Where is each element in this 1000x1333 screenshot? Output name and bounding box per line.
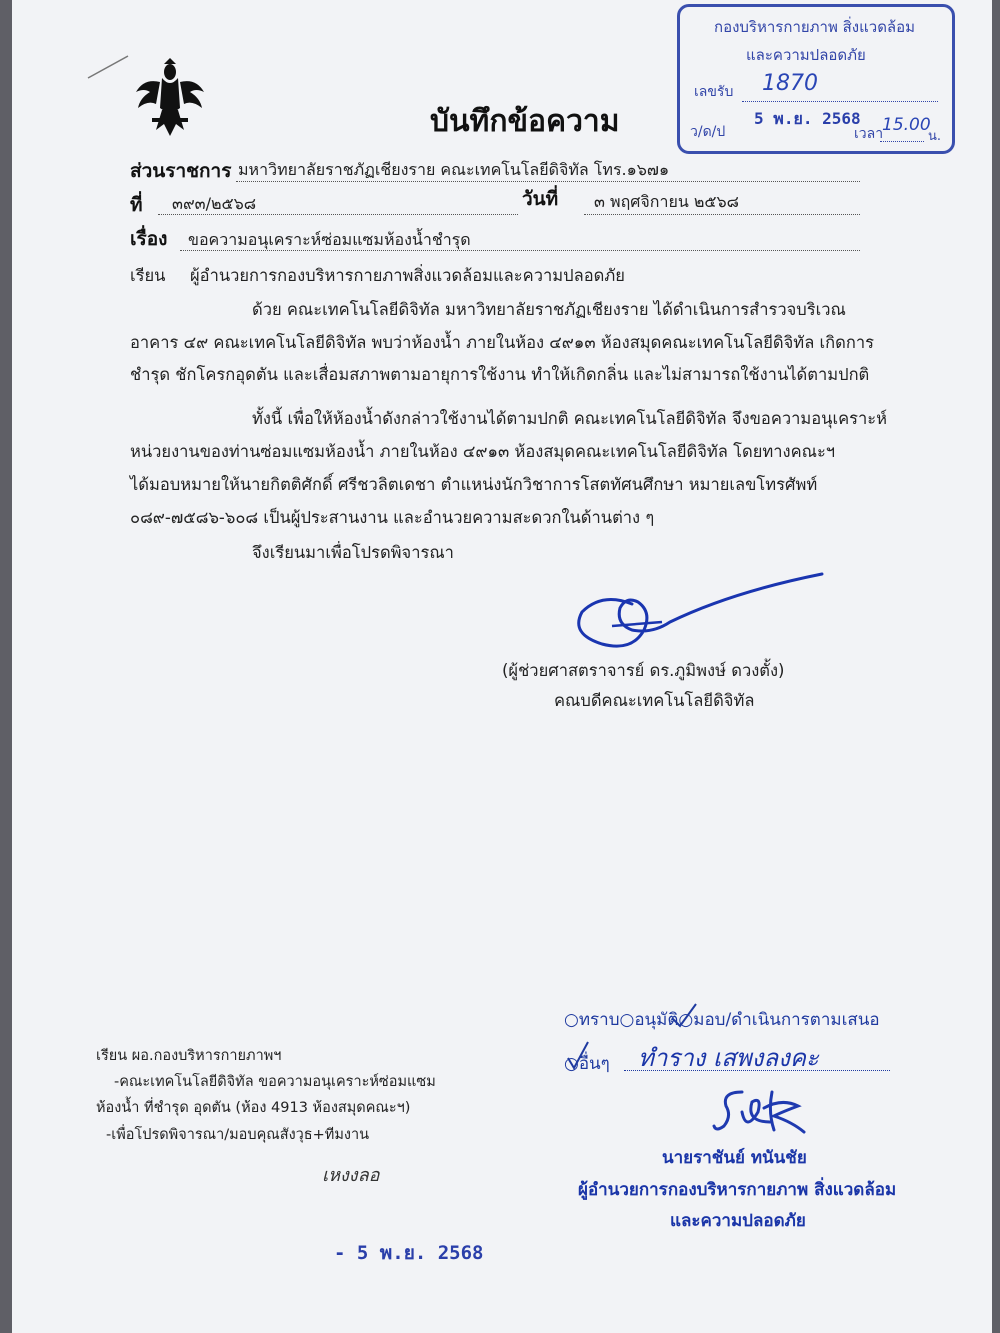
- body-p1-line1: ด้วย คณะเทคโนโลยีดิจิทัล มหาวิทยาลัยราชภัฏเชียงราย ได้ดำเนินการสำรวจบริเวณ: [252, 300, 846, 319]
- note-date-stamp: - 5 พ.ย. 2568: [334, 1242, 484, 1264]
- approval-other-handwriting: ทำราง เสพงลงคะ: [638, 1044, 819, 1072]
- approval-checkmark: [668, 1000, 698, 1030]
- stamp-time-unit: น.: [928, 129, 942, 144]
- body-p2-line2: หน่วยงานของท่านซ่อมแซมห้องน้ำ ภายในห้อง ๔๙๑๓ ห้องสมุดคณะเทคโนโลยีดิจิทัล โดยทางคณะฯ: [130, 442, 836, 461]
- note-handwriting: เหงงลอ: [322, 1165, 380, 1186]
- stamp-date-label: ว/ด/ป: [690, 124, 726, 140]
- signer-name: (ผู้ช่วยศาสตราจารย์ ดร.ภูมิพงษ์ ดวงตั้ง): [502, 661, 785, 680]
- director-position-line2: และความปลอดภัย: [670, 1211, 806, 1231]
- stamp-line2: และความปลอดภัย: [746, 46, 866, 64]
- note-line2: -คณะเทคโนโลยีดิจิทัล ขอความอนุเคราะห์ซ่อมแซม: [114, 1074, 436, 1090]
- stamp-line1: กองบริหารกายภาพ สิ่งแวดล้อม: [714, 18, 916, 36]
- subject-value: ขอความอนุเคราะห์ซ่อมแซมห้องน้ำชำรุด: [188, 230, 471, 249]
- agency-value: มหาวิทยาลัยราชภัฏเชียงราย คณะเทคโนโลยีดิจิทัล โทร.๑๖๗๑: [238, 160, 670, 179]
- date-value: ๓ พฤศจิกายน ๒๕๖๘: [594, 192, 740, 211]
- agency-line: [236, 181, 860, 182]
- agency-label: ส่วนราชการ: [130, 160, 232, 182]
- body-p1-line3: ชำรุด ชักโครกอุดตัน และเสื่อมสภาพตามอายุการใช้งาน ทำให้เกิดกลิ่น และไม่สามารถใช้งานได้ตามปกติ: [130, 365, 870, 384]
- approval-other-label: ○อื่นๆ: [564, 1054, 610, 1074]
- dean-signature: [572, 572, 842, 662]
- director-position-line1: ผู้อำนวยการกองบริหารกายภาพ สิ่งแวดล้อม: [578, 1180, 897, 1200]
- pencil-mark: [84, 52, 134, 82]
- ref-label: ที่: [130, 194, 143, 216]
- ref-line: [158, 214, 518, 215]
- body-p2-line4: ๐๘๙-๗๕๘๖-๖๐๘ เป็นผู้ประสานงาน และอำนวยความสะดวกในด้านต่าง ๆ: [130, 508, 655, 527]
- stamp-time-line: [880, 141, 924, 142]
- stamp-receive-label: เลขรับ: [694, 84, 734, 100]
- approval-options: ○ทราบ○อนุมัติ○มอบ/ดำเนินการตามเสนอ: [564, 1010, 880, 1030]
- note-line1: เรียน ผอ.กองบริหารกายภาพฯ: [96, 1048, 282, 1064]
- body-p2-line1: ทั้งนี้ เพื่อให้ห้องน้ำดังกล่าวใช้งานได้ตามปกติ คณะเทคโนโลยีดิจิทัล จึงขอความอนุเคราะห์: [252, 409, 888, 428]
- approval-other-line: [624, 1070, 890, 1071]
- stamp-time-value: 15.00: [882, 115, 931, 135]
- garuda-emblem-icon: [134, 58, 206, 138]
- ref-value: ๓๙๓/๒๕๖๘: [172, 194, 257, 213]
- stamp-receive-number: 1870: [762, 71, 818, 96]
- subject-label: เรื่อง: [130, 228, 168, 250]
- memo-paper: [12, 0, 992, 1333]
- stamp-receive-line: [742, 101, 938, 102]
- subject-line: [180, 250, 860, 251]
- to-label: เรียน: [130, 266, 166, 285]
- body-p2-line3: ได้มอบหมายให้นายกิตติศักดิ์ ศรีชวลิตเดชา ตำแหน่งนักวิชาการโสตทัศนศึกษา หมายเลขโทรศัพท์: [130, 475, 818, 494]
- note-line3: ห้องน้ำ ที่ชำรุด อุดตัน (ห้อง 4913 ห้องสมุดคณะฯ): [96, 1100, 411, 1116]
- receiving-stamp: [677, 4, 955, 154]
- signer-position: คณบดีคณะเทคโนโลยีดิจิทัล: [554, 691, 755, 710]
- date-label: วันที่: [522, 188, 559, 210]
- memo-title: บันทึกข้อความ: [430, 104, 620, 139]
- director-name: นายราชันย์ ทนันชัย: [662, 1148, 807, 1168]
- body-p1-line2: อาคาร ๔๙ คณะเทคโนโลยีดิจิทัล พบว่าห้องน้ำ ภายในห้อง ๔๙๑๓ ห้องสมุดคณะเทคโนโลยีดิจิทัล เกิดการ: [130, 333, 875, 352]
- note-line4: -เพื่อโปรดพิจารณา/มอบคุณสังวุธ+ทีมงาน: [106, 1127, 370, 1143]
- stamp-date-value: 5 พ.ย. 2568: [754, 109, 861, 128]
- to-value: ผู้อำนวยการกองบริหารกายภาพสิ่งแวดล้อมและความปลอดภัย: [190, 266, 625, 285]
- director-signature: [712, 1082, 812, 1138]
- approval-other-check: [564, 1036, 594, 1076]
- stamp-time-label: เวลา: [854, 126, 884, 142]
- date-line: [584, 214, 860, 215]
- closing-text: จึงเรียนมาเพื่อโปรดพิจารณา: [252, 543, 454, 562]
